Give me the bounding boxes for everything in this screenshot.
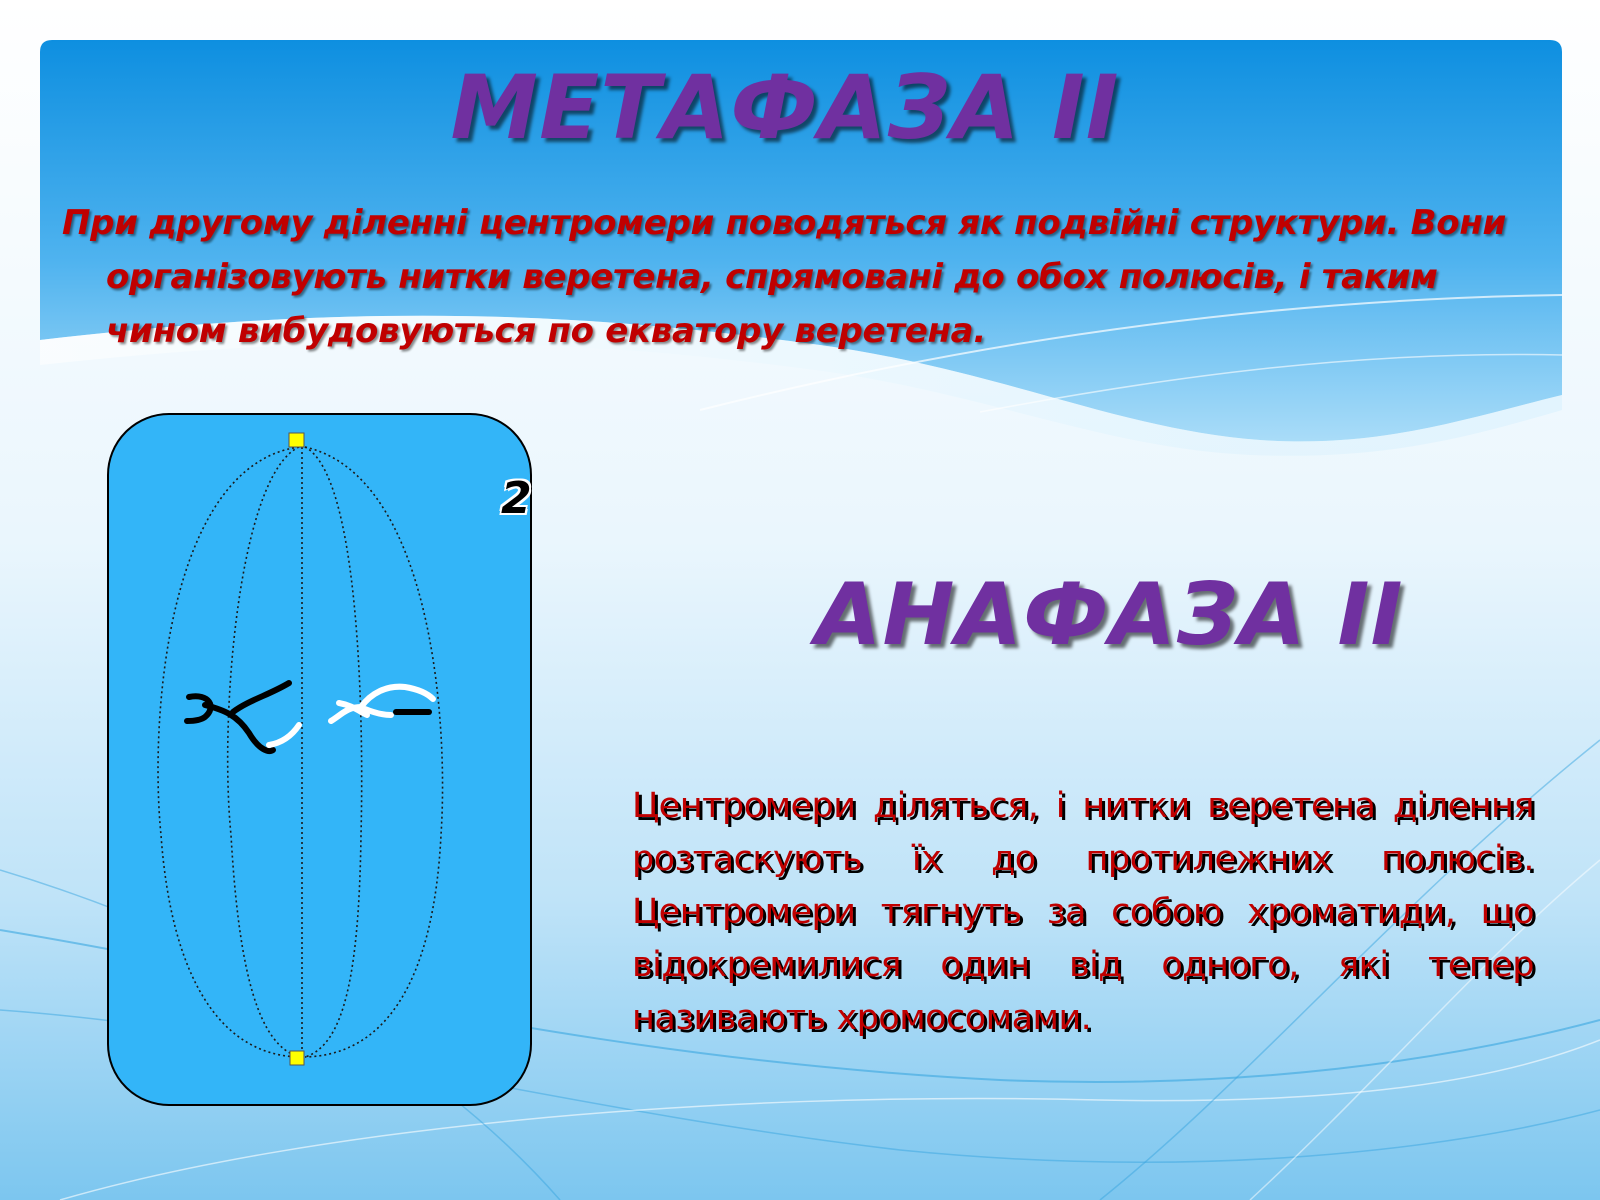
metaphase-description: При другому діленні центромери поводяться як подвійні структури. Вони організовують нитки веретена, спрямовані до обох полюсів, і таким чином вибудовуються по екватору веретена. (62, 203, 1507, 351)
spindle-fiber-outer-left (158, 447, 299, 1057)
diagram-number-label: 2 (501, 473, 532, 524)
pole-top (289, 433, 304, 447)
anaphase-description: Центромери діляться, і нитки веретена ділення розтаскують їх до протилежних полюсів. Центромери тягнуть за собою хроматиди, що відокремилися один від одного, які тепер називають хромосомами. (632, 786, 1534, 1038)
chromosome-left (187, 683, 299, 751)
anaphase-title: АНАФАЗА II (815, 565, 1404, 665)
pole-bottom (290, 1051, 304, 1065)
spindle-diagram (107, 413, 532, 1106)
spindle-fiber-inner-right (305, 447, 362, 1057)
spindle-drawing (109, 415, 534, 1108)
metaphase-title: МЕТАФАЗА II (450, 56, 1120, 159)
spindle-fiber-outer-right (305, 447, 443, 1057)
chromosome-right (331, 687, 433, 721)
